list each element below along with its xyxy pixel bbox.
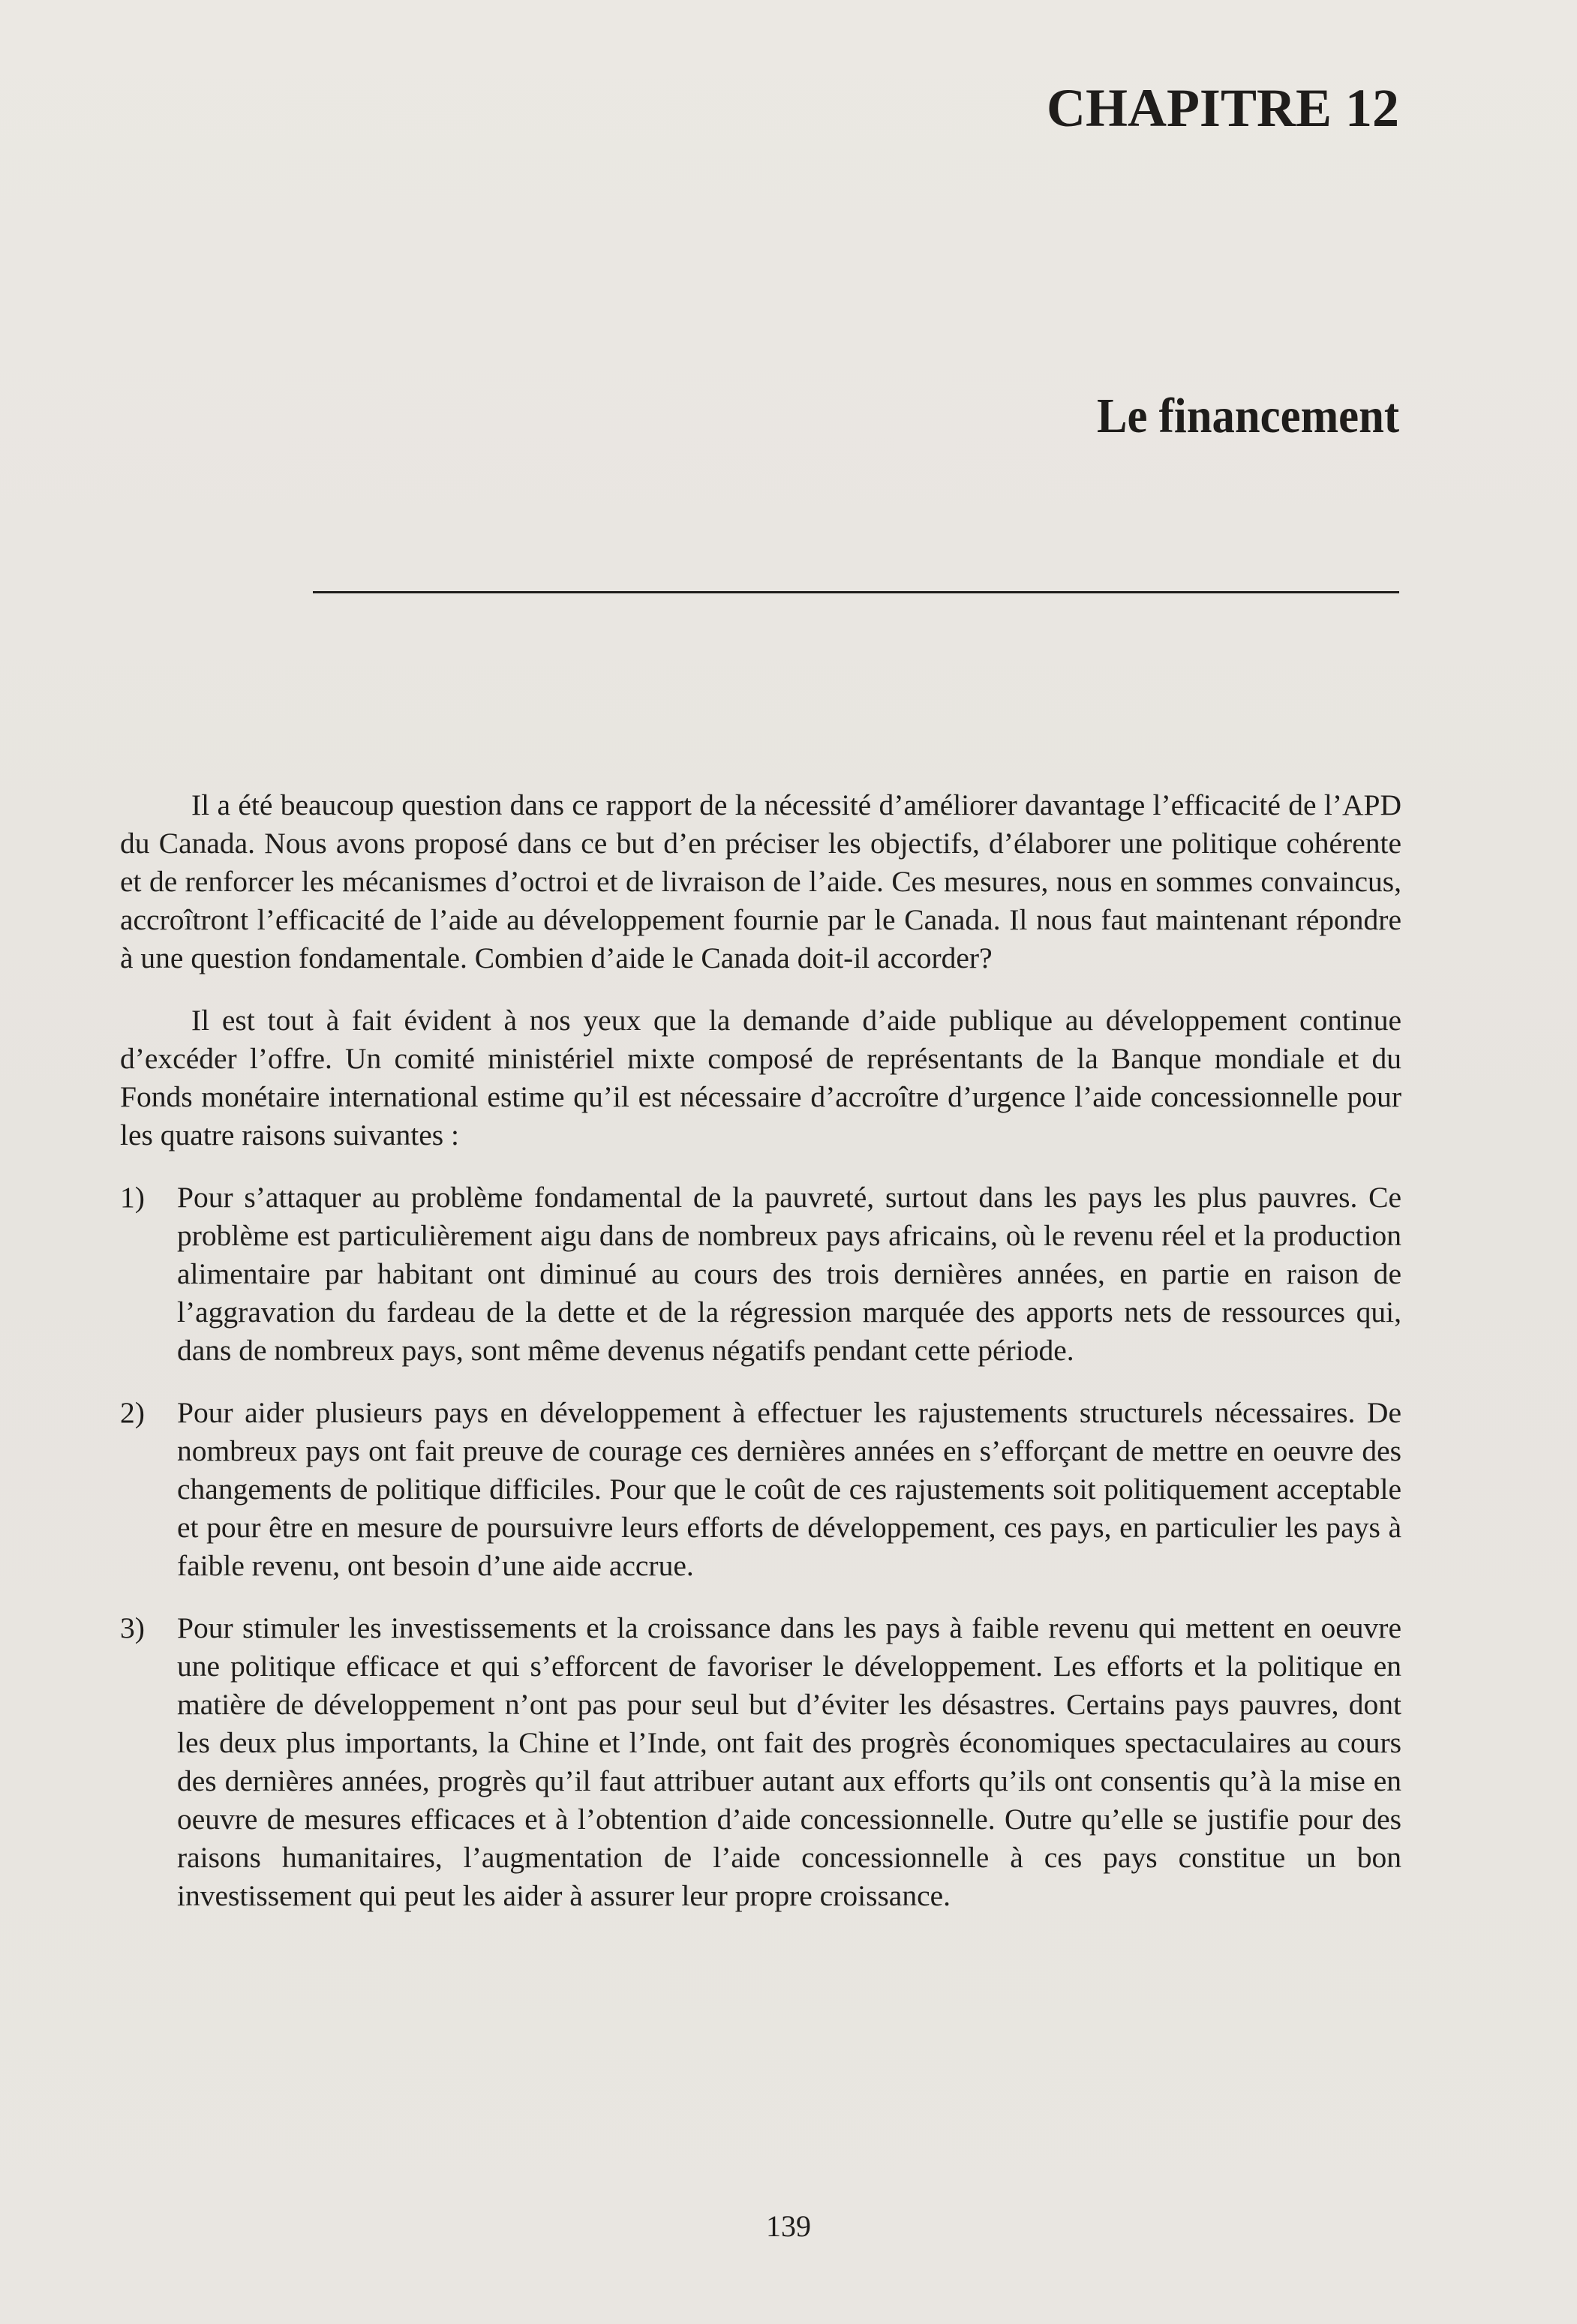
body-text xyxy=(120,786,1401,1939)
paragraph-1-end: du Canada. Nous avons proposé dans ce but d’en préciser les objectifs, d’élaborer une politique cohérente et de renforcer les mécanismes d’octroi et de livraison de l’aide. Ces mesures, nous en sommes convaincus, accroîtront l’efficacité de l’aide au développement fournie par le Canada. Il nous faut maintenant répondre à une question fondamentale. Combien d’aide le Canada doit-il accorder? xyxy=(120,827,1401,974)
list-item-number: 1) xyxy=(120,1181,145,1214)
list-item-number: 3) xyxy=(120,1611,145,1644)
chapter-label: CHAPITRE 12 xyxy=(1046,78,1399,138)
list-item-number: 2) xyxy=(120,1396,145,1429)
paragraph-1 xyxy=(120,786,1401,977)
list-item-text: Pour aider plusieurs pays en développement à effectuer les rajustements structurels nécessaires. De nombreux pays ont fait preuve de courage ces dernières années en s’efforçant de mettre en oeuvre des changements de politique difficiles. Pour que le coût de ces rajustements soit politiquement acceptable et pour être en mesure de poursuivre leurs efforts de développement, ces pays, en particulier les pays à faible revenu, ont besoin d’une aide accrue. xyxy=(177,1396,1401,1582)
list-item xyxy=(120,1179,1401,1370)
title-divider xyxy=(313,591,1399,593)
paragraph-2: Il est tout à fait évident à nos yeux que la demande d’aide publique au développement continue d’excéder l’offre. Un comité ministériel mixte composé de représentants de la Banque mondiale et du Fonds monétaire international estime qu’il est nécessaire d’accroître d’urgence l’aide concessionnelle pour les quatre raisons suivantes : xyxy=(120,1004,1401,1151)
list-item xyxy=(120,1394,1401,1585)
list-item xyxy=(120,1609,1401,1915)
chapter-title: Le financement xyxy=(1096,389,1399,443)
page-number: 139 xyxy=(766,2209,811,2243)
list-item-text: Pour stimuler les investissements et la croissance dans les pays à faible revenu qui mettent en oeuvre une politique efficace et qui s’efforcent de favoriser le développement. Les efforts et la politique en matière de développement n’ont pas pour seul but d’éviter les désastres. Certains pays pauvres, dont les deux plus importants, la Chine et l’Inde, ont fait des progrès économiques spectaculaires au cours des dernières années, progrès qu’il faut attribuer autant aux efforts qu’ils ont consentis qu’à la mise en oeuvre de mesures efficaces et à l’obtention d’aide concessionnelle. Outre qu’elle se justifie pour des raisons humanitaires, l’augmentation de l’aide concessionnelle à ces pays constitue un bon investissement qui peut les aider à assurer leur propre croissance. xyxy=(177,1611,1401,1912)
apd-abbreviation: APD xyxy=(1341,788,1401,821)
list-item-text: Pour s’attaquer au problème fondamental de la pauvreté, surtout dans les pays les plus pauvres. Ce problème est particulièrement aigu dans de nombreux pays africains, où le revenu réel et la production alimentaire par habitant ont diminué au cours des trois dernières années, en partie en raison de l’aggravation du fardeau de la dette et de la régression marquée des apports nets de ressources qui, dans de nombreux pays, sont même devenus négatifs pendant cette période. xyxy=(177,1181,1401,1367)
paragraph-1-start: Il a été beaucoup question dans ce rapport de la nécessité d’améliorer davantage l’efficacité de l’ xyxy=(191,788,1342,821)
